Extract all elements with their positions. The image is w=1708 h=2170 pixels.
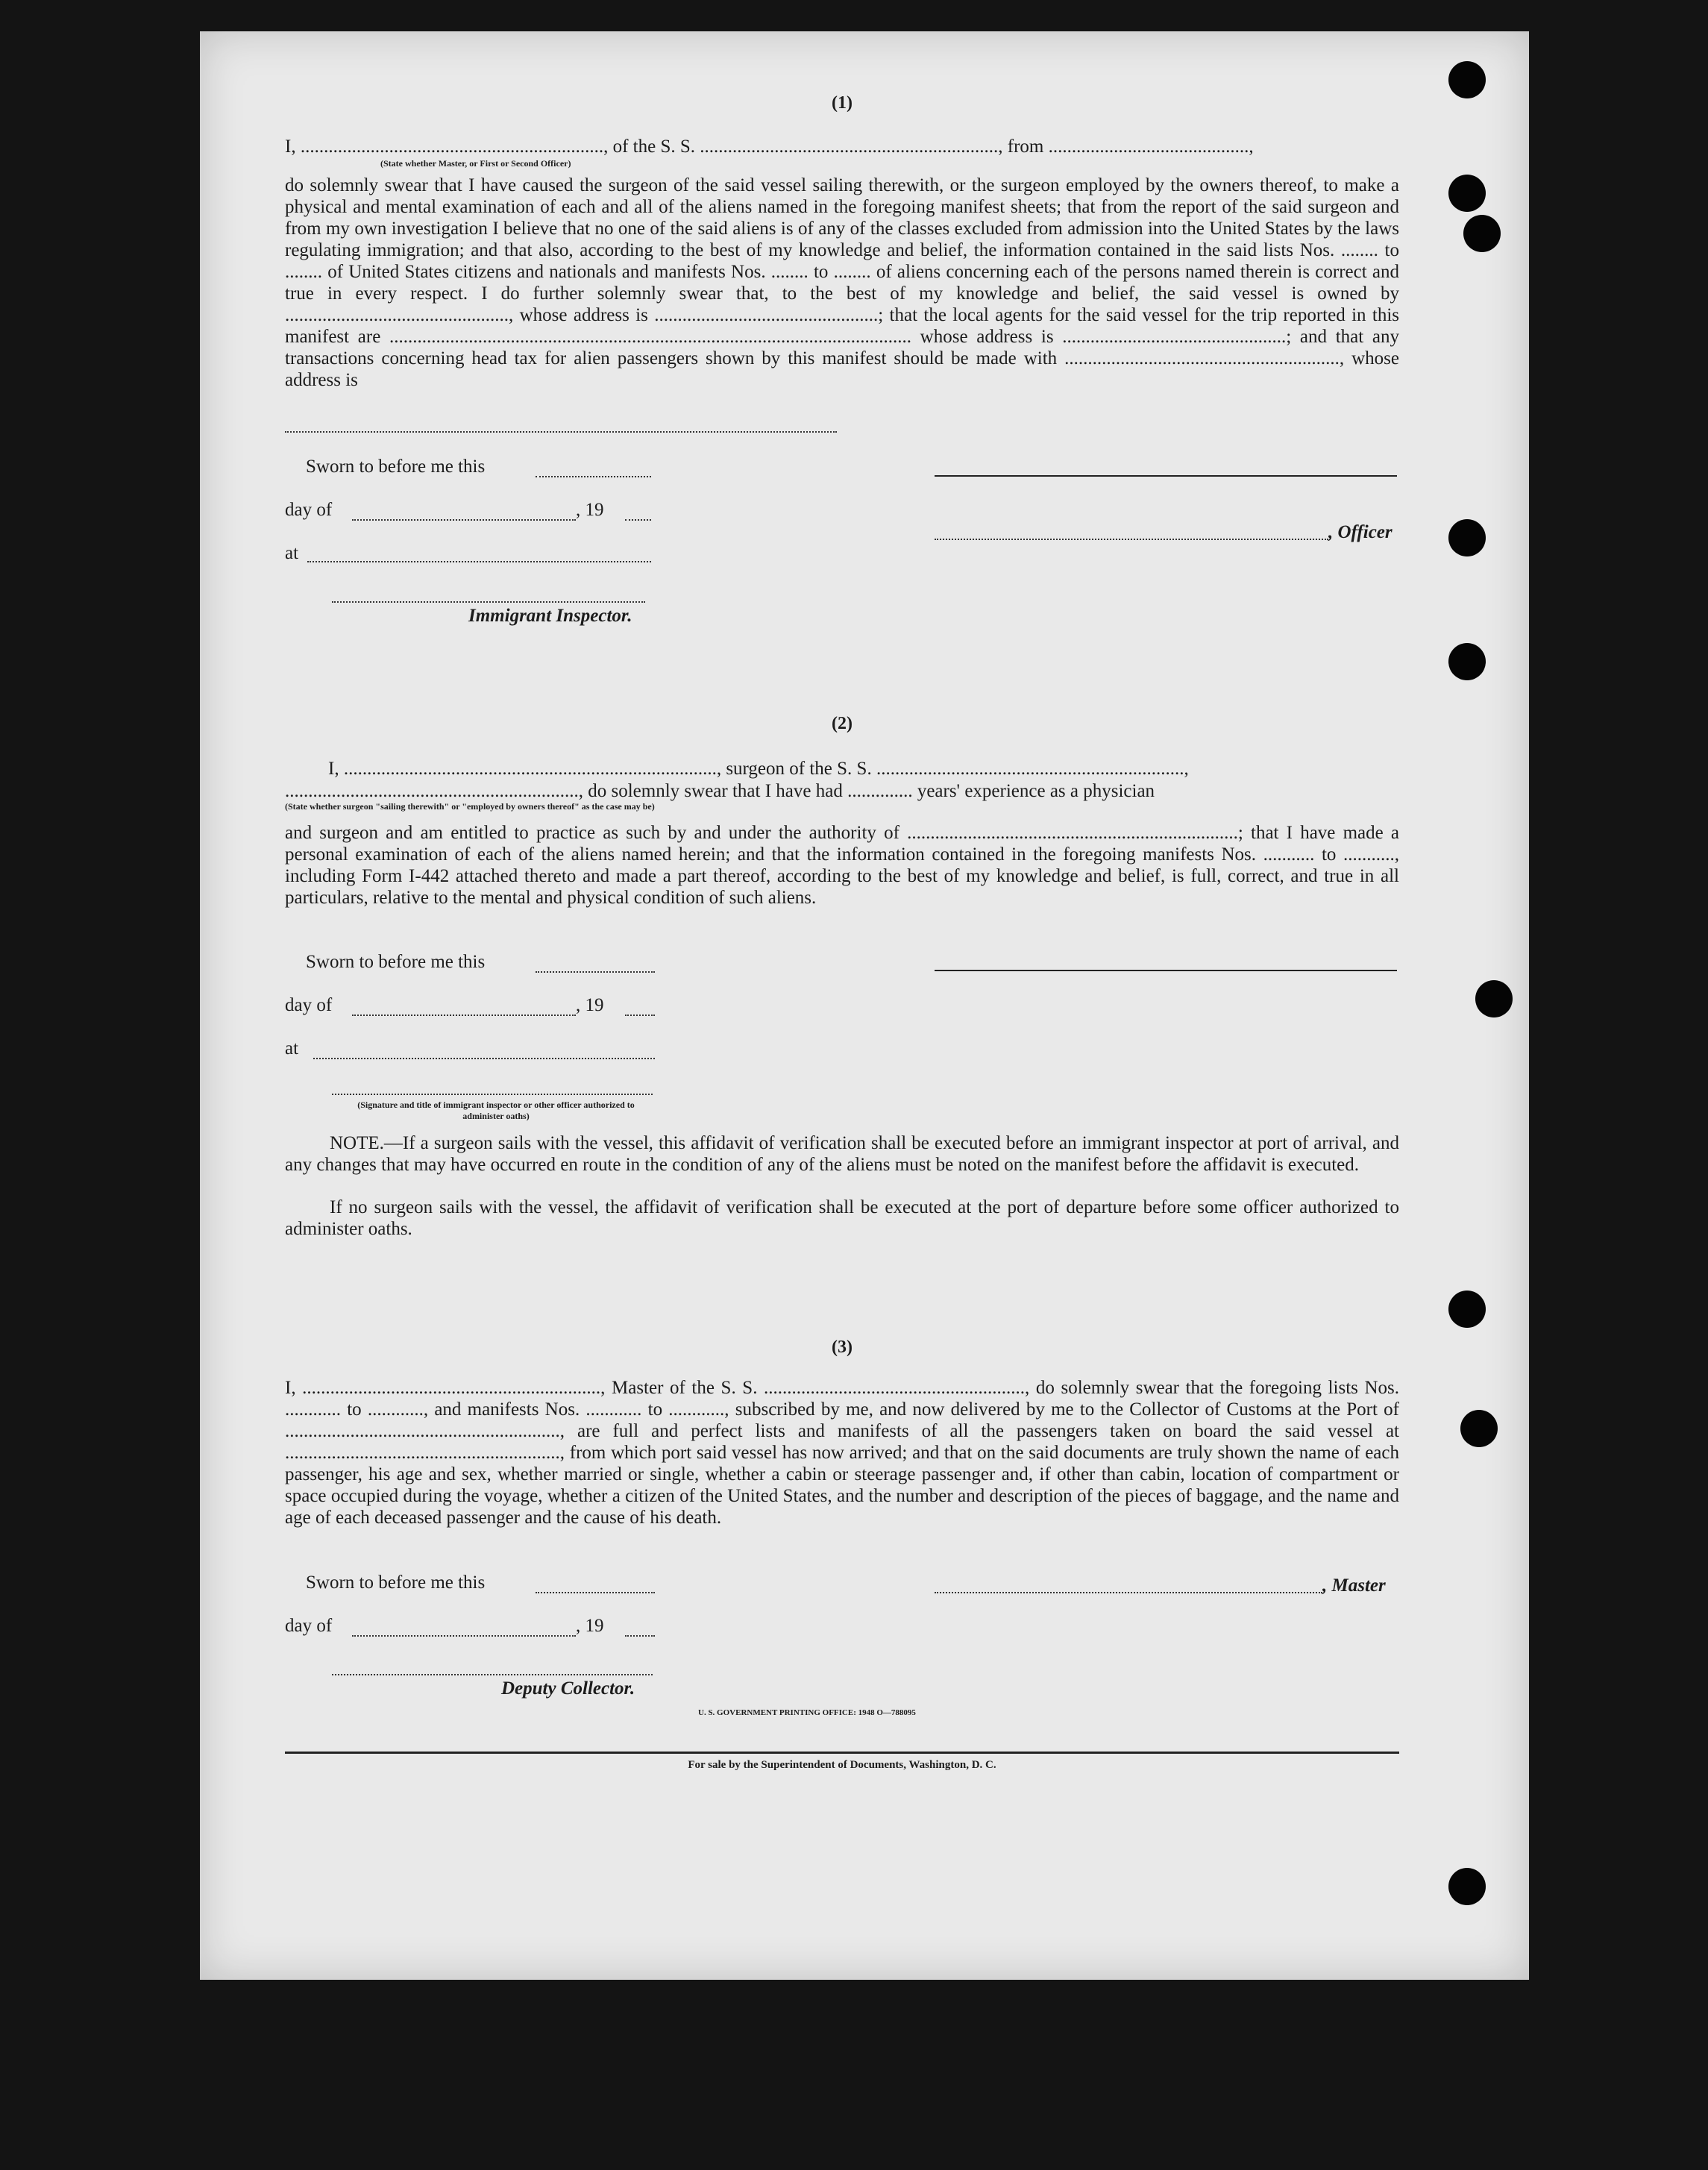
day-label: day of [285,995,333,1015]
binder-hole [1460,1410,1498,1447]
officer-line [935,539,1328,540]
sworn-label: Sworn to before me this [306,952,486,972]
footer-rule [285,1752,1399,1754]
day-line [352,1635,576,1637]
master-label: , Master [1322,1575,1386,1596]
collector-signature-line [332,1674,653,1675]
year-label: , 19 [576,995,604,1015]
day-line [352,1015,576,1016]
section-1-officer-note: (State whether Master, or First or Second Officer) [380,158,571,169]
note-paragraph-2: If no surgeon sails with the vessel, the affidavit of verification shall be executed at the port of departure before some officer authorized to administer oaths. [285,1197,1399,1239]
binder-hole [1448,61,1486,98]
at-label: at [285,543,299,563]
inspector-signature-line [332,601,645,603]
collector-label: Deputy Collector. [501,1678,635,1699]
section-2-number: (2) [832,714,853,733]
signature-line [332,1094,653,1095]
gpo-imprint: U. S. GOVERNMENT PRINTING OFFICE: 1948 O—788095 [698,1708,916,1717]
day-line [352,519,576,521]
at-label: at [285,1038,299,1059]
binder-hole [1475,980,1513,1017]
day-label: day of [285,500,333,520]
sworn-line [536,1592,655,1593]
binder-hole [1448,519,1486,556]
sworn-line [536,476,651,477]
binder-hole [1448,643,1486,680]
section-2-surgeon-note: (State whether surgeon "sailing therewith" or "employed by owners thereof" as the case may be) [285,801,655,812]
master-line [935,1592,1322,1593]
section-2-header-line: I, ................................................................................, surgeon of the S. S. .................................................................., [328,759,1189,779]
binder-hole [1448,1868,1486,1905]
at-line [313,1058,655,1059]
sworn-label: Sworn to before me this [306,1572,486,1593]
section-1-header-line: I, ................................................................., of the S. S. ................................................................, from ..........................................., [285,137,1254,157]
sworn-line [536,971,655,973]
binder-hole [1448,1291,1486,1328]
year-line [625,1015,655,1016]
binder-hole [1463,215,1501,252]
note-paragraph: NOTE.—If a surgeon sails with the vessel, this affidavit of verification shall be executed before an immigrant inspector at port of arrival, and any changes that may have occurred en route in the condition of any of the aliens must be noted on the manifest before the affidavit is executed. [285,1133,1399,1175]
section-2-experience-line: ..............................................................., do solemnly swear that I have had .............. years' experience as a physician [285,781,1155,801]
section-3-affidavit: I, ................................................................, Master of the S. S. ........................................................, do solemnly swear that the foregoing lists Nos. ............ to ............, and manifests Nos. ............ to ............, subscribed by me, and now delivered by me to the Collector of Customs at the Port of ..........................................................., are full and perfect lists and manifests of all the passengers taken on board the said vessel at ..........................................................., from which port said vessel has now arrived; and that on the said documents are truly shown the name of each passenger, his age and sex, whether married or single, whether a cabin or steerage passenger and, if other than cabin, location of compartment or space occupied during the voyage, whether a citizen of the United States, and the number and description of the pieces of baggage, and the name and age of each deceased passenger and the cause of his death. [285,1378,1399,1528]
section-2-affidavit: and surgeon and am entitled to practice as such by and under the authority of .......................................................................; that I have made a personal examination of each of the aliens named herein; and that the information contained in the foregoing manifests Nos. ........... to ..........., including Form I-442 attached thereto and made a part thereof, according to the best of my knowledge and belief, is full, correct, and true in all particulars, relative to the mental and physical condition of such aliens. [285,823,1399,908]
at-line [307,561,651,562]
surgeon-signature-line [935,970,1397,971]
footer-text: For sale by the Superintendent of Documents, Washington, D. C. [688,1759,996,1771]
inspector-label: Immigrant Inspector. [468,606,632,626]
day-label: day of [285,1616,333,1636]
section-1-number: (1) [832,93,853,113]
year-label: , 19 [576,500,604,520]
year-line [625,1635,655,1637]
officer-label: , Officer [1328,522,1393,542]
section-3-number: (3) [832,1338,853,1357]
year-line [625,519,651,521]
address-line [285,431,837,433]
sworn-label: Sworn to before me this [306,457,486,477]
binder-hole [1448,175,1486,212]
section-1-affidavit: do solemnly swear that I have caused the surgeon of the said vessel sailing therewith, or the surgeon employed by the owners thereof, to make a physical and mental examination of each and all of the aliens named in the foregoing manifest sheets; that from the report of the said surgeon and from my own investigation I believe that no one of the said aliens is of any of the classes excluded from admission into the United States by the laws regulating immigration; and that also, according to the best of my knowledge and belief, the information contained in the said lists Nos. ........ to ........ of United States citizens and nationals and manifests Nos. ........ to ........ of aliens concerning each of the persons named therein is correct and true in every respect. I do further solemnly swear that, to the best of my knowledge and belief, the said vessel is owned by ................................................, whose address is ................................................; that the local agents for the said vessel for the trip reported in this manifest are ................................................................................................................ whose address is ................................................; and that any transactions concerning head tax for alien passengers shown by this manifest should be made with ..........................................................., whose address is [285,175,1399,390]
officer-signature-line [935,475,1397,477]
year-label: , 19 [576,1616,604,1636]
signature-title-note: (Signature and title of immigrant inspector or other officer authorized to administer oaths) [357,1100,635,1121]
